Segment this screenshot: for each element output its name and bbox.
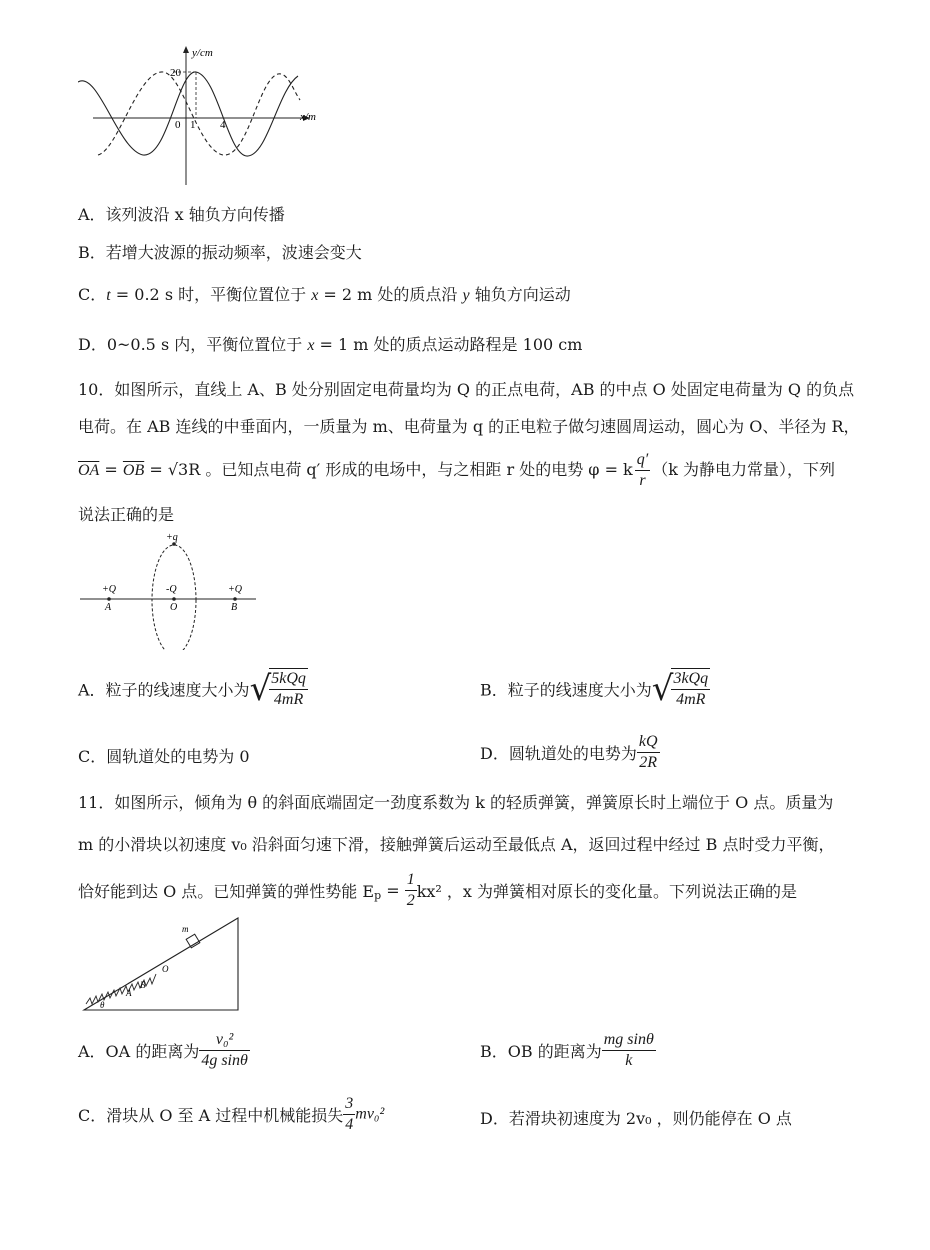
q9-option-c: C．t = 0.2 s 时，平衡位置位于 x = 2 m 处的质点沿 y 轴负方向运动 — [78, 285, 571, 304]
q11-line-1: 11．如图所示，倾角为 θ 的斜面底端固定一劲度系数为 k 的轻质弹簧，弹簧原长时上端位于 O 点。质量为 — [78, 793, 834, 812]
plus-q-label: +q — [166, 532, 178, 543]
dashed-wave — [98, 72, 300, 155]
label-A: A — [126, 988, 132, 998]
incline — [84, 918, 238, 1010]
q10-line-1: 10．如图所示，直线上 A、B 处分别固定电荷量均为 Q 的正点电荷，AB 的中点 O 处固定电荷量为 Q 的负点 — [78, 380, 855, 399]
label-m: m — [182, 924, 189, 934]
y-arrow — [183, 46, 189, 53]
q9-option-a: A．该列波沿 x 轴负方向传播 — [78, 205, 285, 224]
tick-4: 4 — [220, 119, 226, 131]
q11-option-b: B．OB 的距离为 $\frac{\text{mg sinθ}}{k}$ — [480, 1031, 654, 1069]
label-O: O — [170, 602, 178, 613]
q9-option-b: B．若增大波源的振动频率，波速会变大 — [78, 243, 362, 262]
x-label: x/m — [300, 111, 316, 123]
label-A: A — [105, 602, 112, 613]
q10-option-b: B．粒子的线速度大小为√ $\frac{\text{3kQq}}{4mR}$ — [480, 669, 709, 709]
q11-option-c: C．滑块从 O 至 A 过程中机械能损失 $\frac{3}{4}$ mv₀² — [78, 1095, 385, 1133]
incline-figure — [78, 912, 248, 1018]
plus-Q-left: +Q — [102, 584, 116, 595]
q10-line-4: 说法正确的是 — [78, 505, 175, 524]
label-O: O — [162, 964, 169, 974]
q9-option-d: D．0~0.5 s 内，平衡位置位于 x = 1 m 处的质点运动路程是 100 cm — [78, 335, 583, 354]
q10-option-a: A．粒子的线速度大小为√ $\frac{\text{5kQq}}{4mR}$ — [78, 669, 306, 709]
charge-figure — [78, 530, 268, 650]
minus-Q: -Q — [166, 584, 177, 595]
q11-line-3: 恰好能到达 O 点。已知弹簧的弹性势能 $E_p$ = $\frac{1}{2}$ kx² ，x 为弹簧相对原长的变化量。下列说法正确的是 — [78, 871, 798, 909]
q11-option-d: D．若滑块初速度为 2v₀ ，则仍能停在 O 点 — [480, 1109, 792, 1128]
origin-label: 0 — [175, 119, 181, 131]
spring — [86, 974, 156, 1004]
q11-line-2: m 的小滑块以初速度 v₀ 沿斜面匀速下滑，接触弹簧后运动至最低点 A，返回过程中经过 B 点时受力平衡， — [78, 835, 835, 854]
plus-Q-right: +Q — [228, 584, 242, 595]
label-B: B — [231, 602, 238, 613]
q10-line-2: 电荷。在 AB 连线的中垂面内，一质量为 m、电荷量为 q 的正电粒子做匀速圆周运动，圆心为 O、半径为 R， — [78, 417, 860, 436]
label-theta: θ — [100, 1000, 105, 1010]
amp-label: 20 — [170, 67, 181, 79]
tick-1: 1 — [190, 119, 196, 131]
slider-block — [186, 934, 200, 948]
wave-figure — [78, 40, 338, 190]
label-B: B — [140, 980, 146, 990]
q10-option-d: D．圆轨道处的电势为 $\frac{kQ}{2R}$ — [480, 733, 658, 771]
q10-line-3: $\overline{OA} = \overline{OB} = √3R$ 。已知点电荷 q′ 形成的电场中，与之相距 r 处的电势 φ = k $\frac{q'}{r}$ （k 为静电力常量），下列 — [78, 451, 836, 489]
q10-option-c: C．圆轨道处的电势为 0 — [78, 747, 250, 766]
q11-option-a: A．OA 的距离为 $\frac{\text{v₀²}}{\text{4g sinθ}}$ — [78, 1031, 248, 1069]
y-label: y/cm — [192, 47, 213, 59]
